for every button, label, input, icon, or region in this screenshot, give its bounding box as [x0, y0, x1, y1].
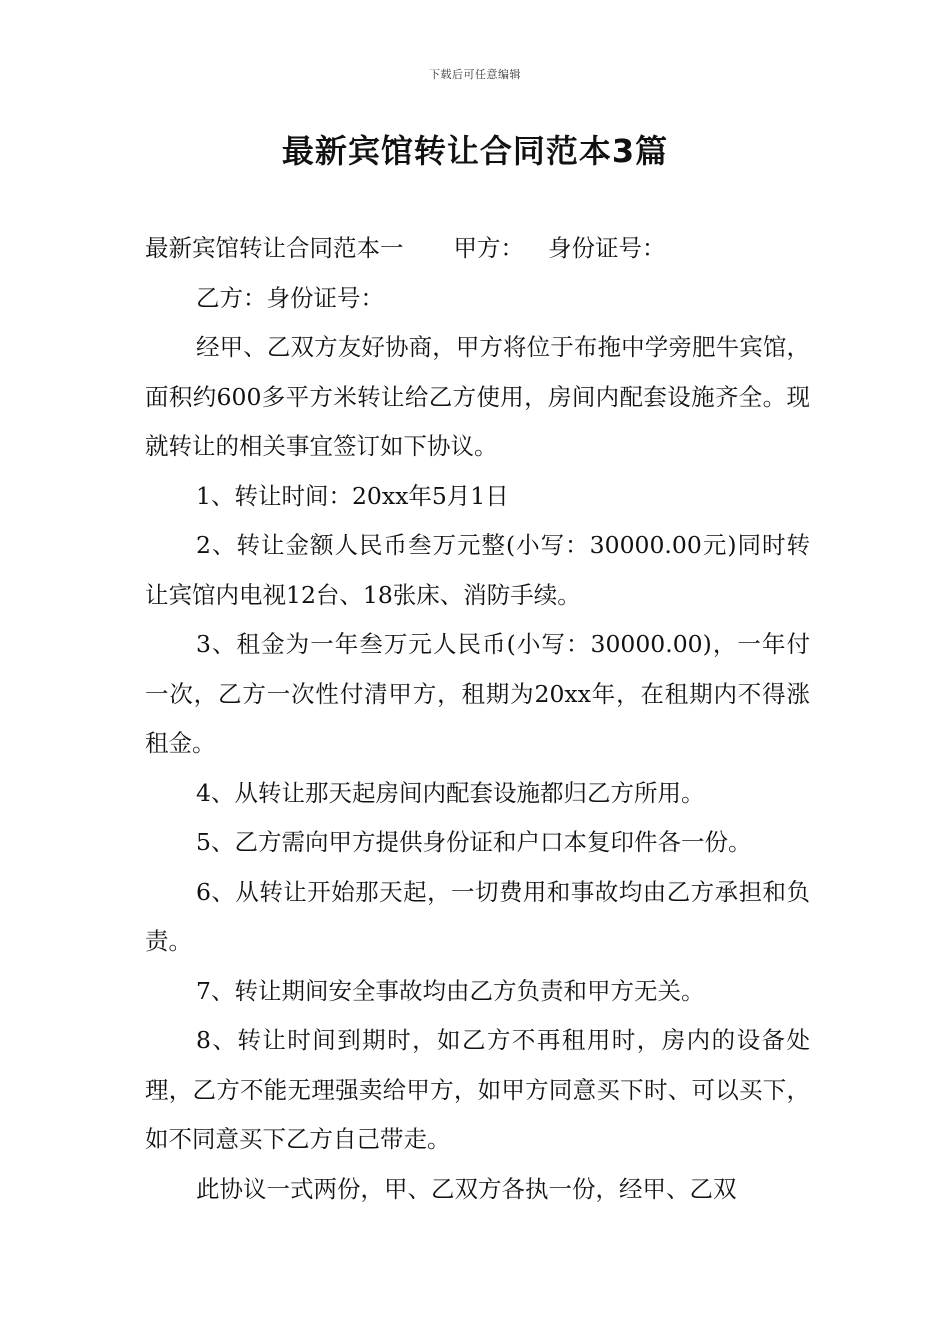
contract-heading: 最新宾馆转让合同范本一	[145, 234, 404, 262]
party-b-line	[145, 274, 810, 324]
clause-1: 1、转让时间：20xx年5月1日	[196, 481, 509, 510]
clause-3: 3、租金为一年叁万元人民币(小写：30000.00)，一年付一次，乙方一次性付清甲方，租期为20xx年，在租期内不得涨租金。	[145, 630, 810, 757]
clause-6: 6、从转让开始那天起，一切费用和事故均由乙方承担和负责。	[145, 877, 810, 955]
intro-line	[145, 224, 810, 274]
document-body	[145, 224, 810, 1214]
paragraph-preamble: 经甲、乙双方友好协商，甲方将位于布拖中学旁肥牛宾馆，面积约600多平方米转让给乙方使用，房间内配套设施齐全。现就转让的相关事宜签订如下协议。	[145, 333, 810, 460]
clause-4: 4、从转让那天起房间内配套设施都归乙方所用。	[196, 778, 705, 807]
clause-7: 7、转让期间安全事故均由乙方负责和甲方无关。	[196, 976, 705, 1005]
closing-paragraph: 此协议一式两份，甲、乙双方各执一份，经甲、乙双	[196, 1174, 737, 1203]
party-a-label: 甲方：	[453, 234, 524, 262]
header-note: 下载后可任意编辑	[429, 68, 521, 81]
clause-5: 5、乙方需向甲方提供身份证和户口本复印件各一份。	[196, 828, 752, 856]
document-title: 最新宾馆转让合同范本3篇	[281, 132, 669, 170]
party-b-id-label: 身份证号：	[266, 283, 384, 312]
clause-2: 2、转让金额人民币叁万元整(小写：30000.00元)同时转让宾馆内电视12台、18张床、消防手续。	[145, 531, 810, 609]
clause-8: 8、转让时间到期时，如乙方不再租用时，房内的设备处理，乙方不能无理强卖给甲方，如甲方同意买下时、可以买下，如不同意买下乙方自己带走。	[145, 1026, 810, 1153]
party-a-id-label: 身份证号：	[548, 234, 666, 262]
party-b-label: 乙方：	[196, 283, 267, 312]
